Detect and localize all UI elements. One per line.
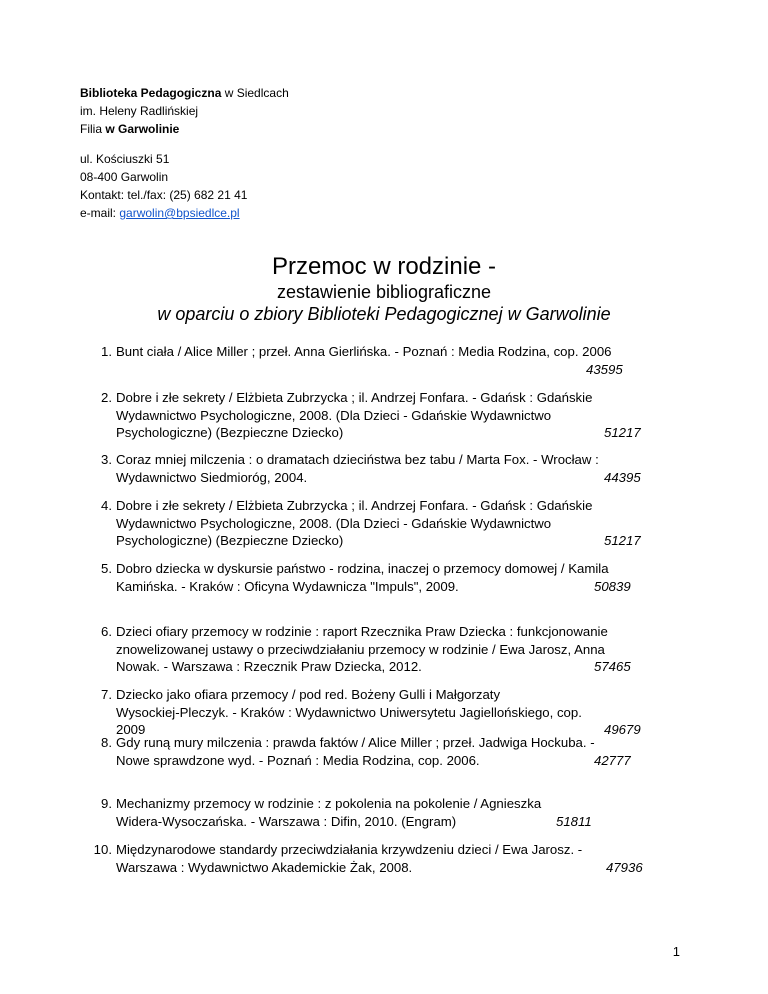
- address-contact: Kontakt: tel./fax: (25) 682 21 41: [80, 188, 248, 202]
- entry-text-line: Wydawnictwo Siedmioróg, 2004. 44395: [116, 469, 641, 485]
- entry-number: 2.: [101, 390, 112, 405]
- bibliography-entry: [101, 560, 676, 595]
- entry-text-line: 2009 49679: [116, 722, 641, 737]
- bibliography-entry: [101, 734, 676, 769]
- entry-number: 6.: [101, 624, 112, 639]
- entry-signature: 43595: [586, 361, 623, 377]
- entry-text-line: Nowe sprawdzone wyd. - Poznań : Media Rodzina, cop. 2006. 42777: [116, 752, 631, 768]
- entry-signature: 51811: [556, 813, 592, 829]
- entry-number: 9.: [101, 796, 112, 811]
- address-city: 08-400 Garwolin: [80, 170, 169, 184]
- entry-text-line: Bunt ciała / Alice Miller ; przeł. Anna Gierlińska. - Poznań : Media Rodzina, cop. 2006: [116, 344, 612, 359]
- entry-text-line: znowelizowanej ustawy o przeciwdziałaniu przemocy w rodzinie / Ewa Jarosz, Anna: [116, 641, 605, 657]
- bibliography-entry: [101, 389, 676, 442]
- branch-prefix: Filia: [80, 122, 106, 136]
- bibliography-entry: [101, 686, 676, 739]
- entry-signature: 51217: [604, 425, 641, 440]
- entry-number: 8.: [101, 735, 112, 750]
- entry-text-line: Gdy runą mury milczenia : prawda faktów / Alice Miller ; przeł. Jadwiga Hockuba. -: [116, 735, 595, 750]
- entry-text-line: Widera-Wysoczańska. - Warszawa : Difin, 2010. (Engram) 51811: [116, 813, 592, 829]
- entry-signature: 47936: [606, 859, 643, 875]
- entry-number: 1.: [101, 344, 112, 359]
- document-title: Przemoc w rodzinie -: [271, 253, 497, 280]
- library-city: w Siedlcach: [221, 86, 289, 100]
- entry-text-line: Wydawnictwo Psychologiczne, 2008. (Dla Dzieci - Gdańskie Wydawnictwo: [116, 407, 552, 423]
- entry-text-line: Dobre i złe sekrety / Elżbieta Zubrzycka ; il. Andrzej Fonfara. - Gdańsk : Gdańskie: [116, 498, 593, 513]
- entry-text-line: Nowak. - Warszawa : Rzecznik Praw Dziecka, 2012. 57465: [116, 659, 631, 674]
- document-subtitle: zestawienie bibliograficzne: [276, 282, 492, 302]
- library-address: [80, 150, 247, 222]
- bibliography-entry: [101, 343, 676, 378]
- library-patron: im. Heleny Radlińskiej: [80, 104, 199, 118]
- entry-signature: 49679: [604, 722, 641, 737]
- address-street: ul. Kościuszki 51: [80, 152, 170, 166]
- address-email-line: [80, 204, 247, 222]
- branch-name: w Garwolinie: [105, 122, 180, 136]
- entry-number: 3.: [101, 452, 112, 467]
- email-link[interactable]: garwolin@bpsiedlce.pl: [119, 206, 240, 220]
- bibliography-entry: [101, 623, 676, 676]
- entry-signature: 57465: [594, 659, 631, 674]
- library-branch-line: [80, 120, 289, 138]
- entry-signature: 51217: [604, 533, 641, 548]
- library-header: [80, 84, 289, 138]
- entry-signature: 44395: [604, 469, 641, 485]
- bibliography-entry: [101, 451, 676, 486]
- library-name-line: [80, 84, 289, 102]
- entry-number: 10.: [93, 842, 112, 857]
- entry-text-line: Warszawa : Wydawnictwo Akademickie Żak, 2008. 47936: [116, 859, 643, 875]
- entry-number: 4.: [101, 498, 112, 513]
- entry-text-line: Dzieci ofiary przemocy w rodzinie : raport Rzecznika Praw Dziecka : funkcjonowanie: [116, 624, 608, 639]
- entry-text-line: Dobro dziecka w dyskursie państwo - rodzina, inaczej o przemocy domowej / Kamila: [116, 561, 609, 576]
- library-name: Biblioteka Pedagogiczna: [80, 86, 222, 100]
- email-label: e-mail:: [80, 206, 120, 220]
- entry-text-line: Mechanizmy przemocy w rodzinie : z pokolenia na pokolenie / Agnieszka: [116, 796, 542, 811]
- bibliography-entry: [101, 795, 676, 830]
- entry-number: 5.: [101, 561, 112, 576]
- entry-text-line: Coraz mniej milczenia : o dramatach dzieciństwa bez tabu / Marta Fox. - Wrocław :: [116, 452, 599, 467]
- bibliography-entry: [101, 497, 676, 550]
- page-number: 1: [672, 944, 680, 959]
- bibliography-entry: [93, 841, 676, 876]
- entry-text-line: Dobre i złe sekrety / Elżbieta Zubrzycka ; il. Andrzej Fonfara. - Gdańsk : Gdańskie: [116, 390, 593, 405]
- entry-signature: 50839: [594, 578, 631, 594]
- entry-text-line: Wysockiej-Pleczyk. - Kraków : Wydawnictwo Uniwersytetu Jagiellońskiego, cop.: [116, 704, 582, 720]
- document-subtitle-source: w oparciu o zbiory Biblioteki Pedagogicznej w Garwolinie: [157, 304, 611, 324]
- entry-text-line: Psychologiczne) (Bezpieczne Dziecko) 51217: [116, 533, 641, 548]
- entry-number: 7.: [101, 687, 112, 702]
- entry-text-line: Wydawnictwo Psychologiczne, 2008. (Dla Dzieci - Gdańskie Wydawnictwo: [116, 515, 552, 531]
- entry-text-line: Psychologiczne) (Bezpieczne Dziecko) 51217: [116, 425, 641, 440]
- entry-text-line: Dziecko jako ofiara przemocy / pod red. Bożeny Gulli i Małgorzaty: [116, 687, 501, 702]
- entry-text-line: Międzynarodowe standardy przeciwdziałania krzywdzeniu dzieci / Ewa Jarosz. -: [116, 842, 583, 857]
- entry-signature: 42777: [594, 752, 631, 768]
- entry-text-line: Kamińska. - Kraków : Oficyna Wydawnicza "Impuls", 2009. 50839: [116, 578, 631, 594]
